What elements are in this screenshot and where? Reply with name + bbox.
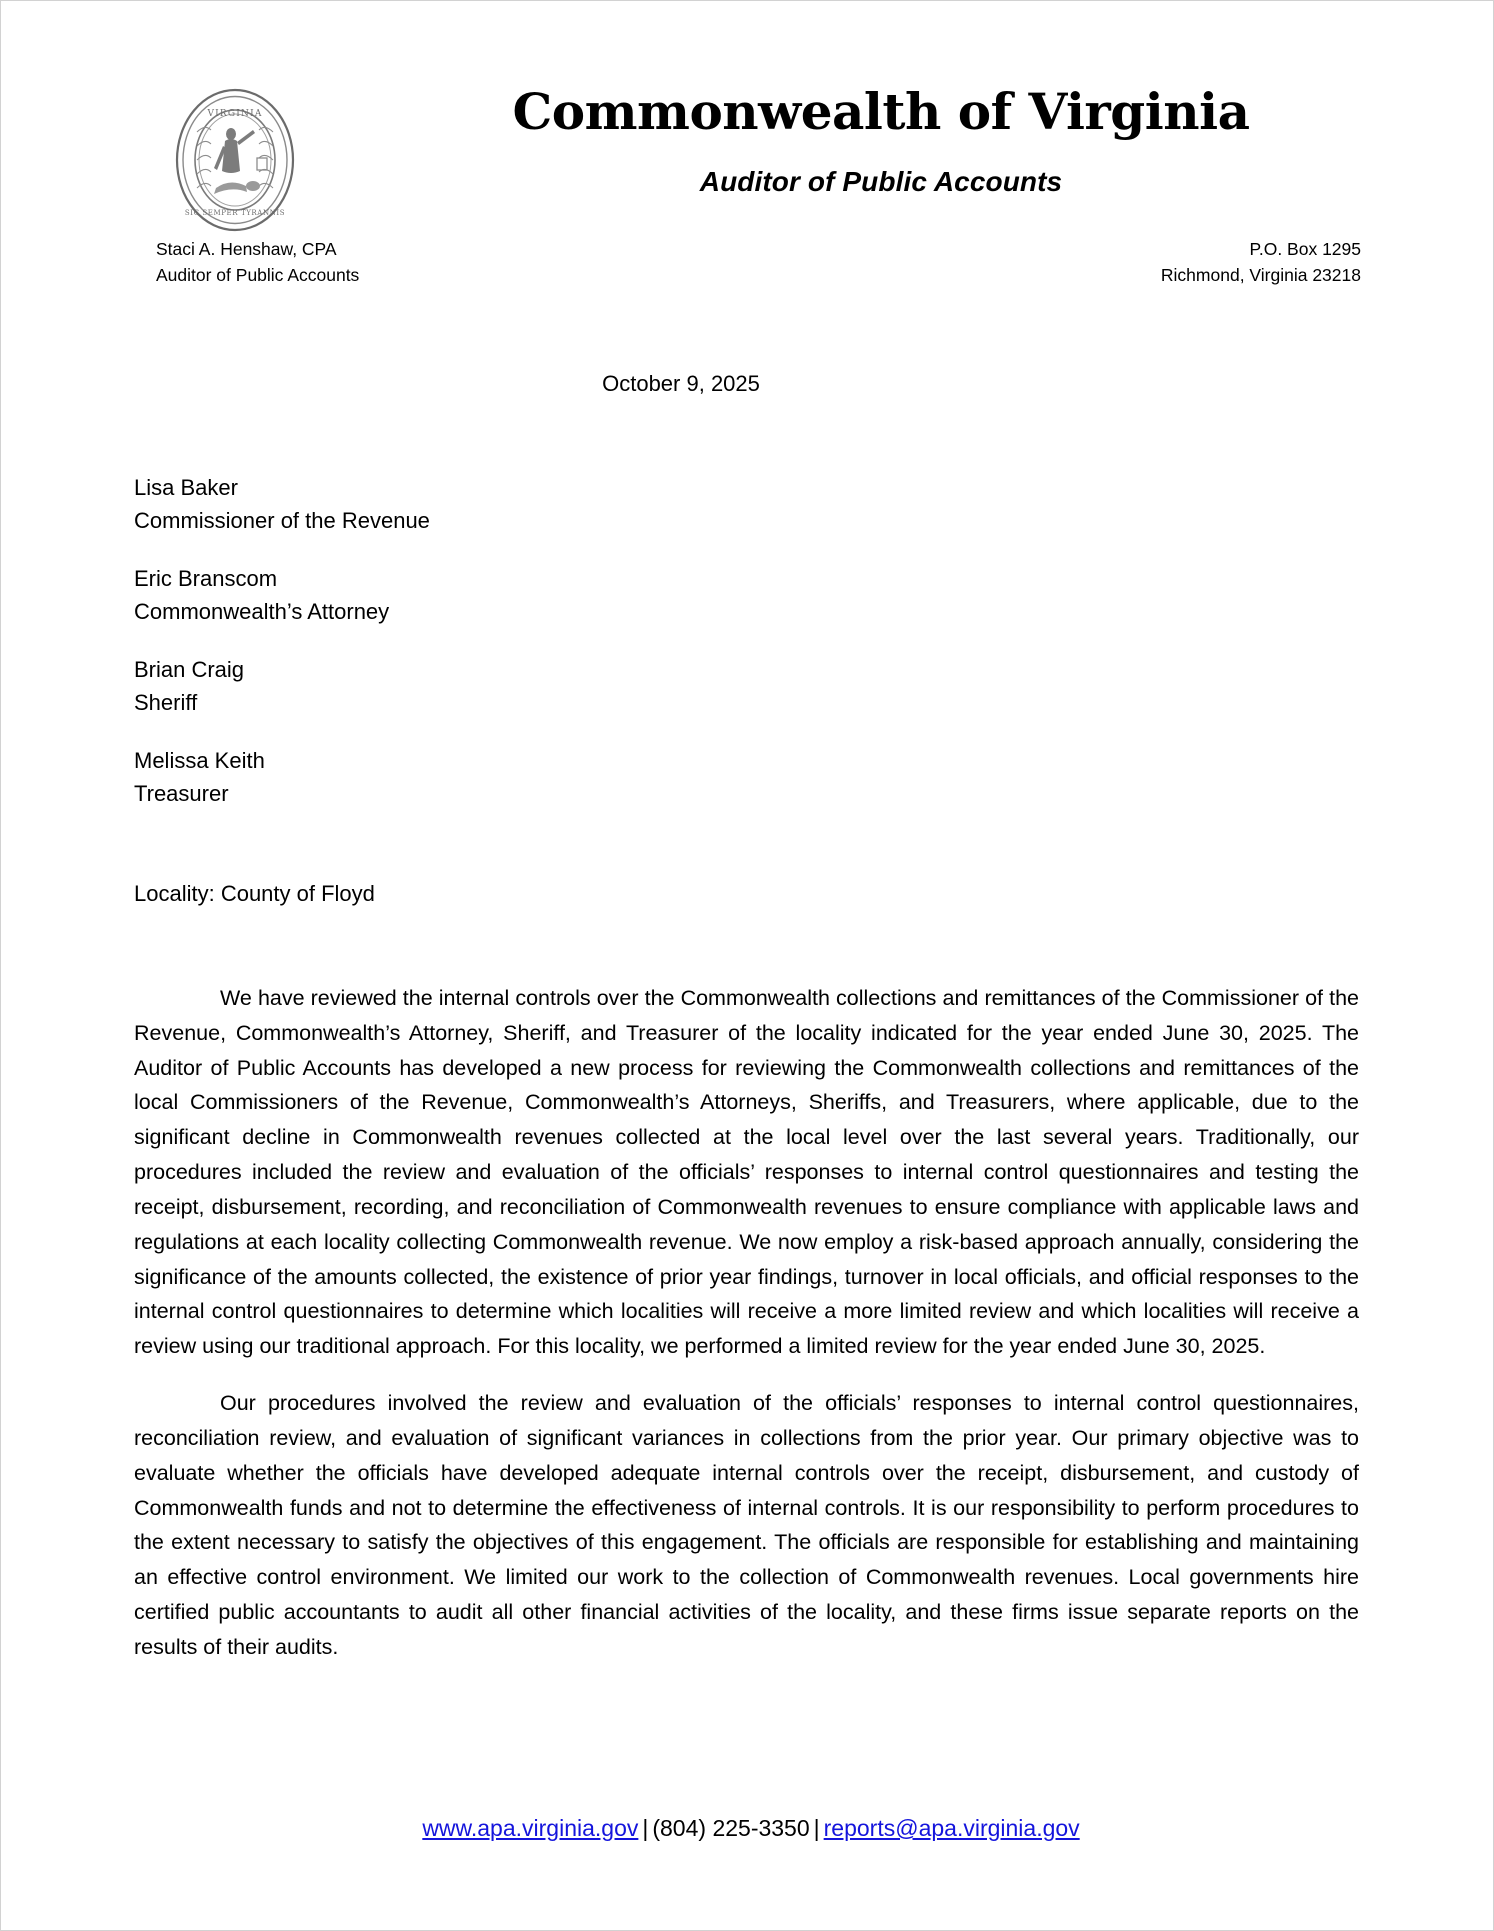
auditor-name: Staci A. Henshaw, CPA: [156, 239, 337, 259]
email-link[interactable]: reports@apa.virginia.gov: [823, 1815, 1080, 1841]
recipient-block: [134, 471, 834, 538]
auditor-title: Auditor of Public Accounts: [156, 264, 360, 285]
city-state-zip-line: Richmond, Virginia 23218: [1160, 264, 1361, 285]
letter-body: [134, 981, 1359, 1665]
svg-text:SIC SEMPER TYRANNIS: SIC SEMPER TYRANNIS: [184, 209, 286, 217]
recipient-block: [134, 744, 834, 811]
recipient-role: Sheriff: [134, 690, 198, 716]
recipient-name: Lisa Baker: [134, 475, 238, 500]
organization-title: Commonwealth of Virginia: [512, 82, 1250, 141]
letterhead: [131, 61, 1371, 285]
letterhead-contact-left: [156, 237, 359, 288]
phone-number: (804) 225-3350: [652, 1815, 810, 1841]
svg-text:VIRGINIA: VIRGINIA: [207, 109, 263, 119]
po-box-line: P.O. Box 1295: [1249, 239, 1361, 259]
recipient-block: [134, 562, 834, 629]
organization-subtitle: Auditor of Public Accounts: [699, 166, 1063, 197]
recipient-role: Commissioner of the Revenue: [134, 508, 430, 534]
footer-separator-1: |: [642, 1815, 649, 1841]
footer-contact-bar: [131, 1815, 1371, 1842]
website-link[interactable]: www.apa.virginia.gov: [422, 1815, 639, 1841]
letterhead-contact-right: [1161, 237, 1361, 288]
recipient-block: [134, 653, 834, 720]
recipient-name: Eric Branscom: [134, 565, 278, 591]
body-paragraph-1: We have reviewed the internal controls over the Commonwealth collections and remittances of the Commissioner of the Revenue, Commonwealth’s Attorney, Sheriff, and Treasurer of the locality indicated for the year ended June 30, 2025. The Auditor of Public Accounts has developed a new process for reviewing the Commonwealth collections and remittances of the local Commissioners of the Revenue, Commonwealth’s Attorneys, Sheriffs, and Treasurers, where applicable, due to the significant decline in Commonwealth revenues collected at the local level over the last several years. Traditionally, our procedures included the review and evaluation of the officials’ responses to internal control questionnaires and testing the receipt, disbursement, recording, and reconciliation of Commonwealth revenues to ensure compliance with applicable laws and regulations at each locality collecting Commonwealth revenue. We now employ a risk-based approach annually, considering the significance of the amounts collected, the existence of prior year findings, turnover in local officials, and official responses to the internal control questionnaires to determine which localities will receive a more limited review and which localities will receive a review using our traditional approach. For this locality, we performed a limited review for the year ended June 30, 2025.: [134, 986, 1359, 1359]
recipient-role: Treasurer: [134, 781, 229, 807]
recipient-list: [134, 471, 834, 811]
recipient-name: Brian Craig: [134, 656, 245, 682]
recipient-role: Commonwealth’s Attorney: [134, 599, 390, 625]
page-sheet: [1, 1, 1493, 1930]
seal-of-virginia-icon: [161, 86, 309, 234]
body-paragraph-2: Our procedures involved the review and evaluation of the officials’ responses to internal control questionnaires, reconciliation review, and evaluation of significant variances in collections from the prior year. Our primary objective was to evaluate whether the officials have developed adequate internal controls over the receipt, disbursement, and custody of Commonwealth funds and not to determine the effectiveness of internal controls. It is our responsibility to perform procedures to the extent necessary to satisfy the objectives of this engagement. The officials are responsible for establishing and maintaining an effective control environment. We limited our work to the collection of Commonwealth revenues. Local governments hire certified public accountants to audit all other financial activities of the locality, and these firms issue separate reports on the results of their audits.: [134, 1391, 1359, 1659]
recipient-name: Melissa Keith: [134, 747, 265, 773]
letter-date: October 9, 2025: [602, 371, 760, 396]
footer-separator-2: |: [813, 1815, 820, 1841]
locality-line: Locality: County of Floyd: [134, 881, 375, 906]
